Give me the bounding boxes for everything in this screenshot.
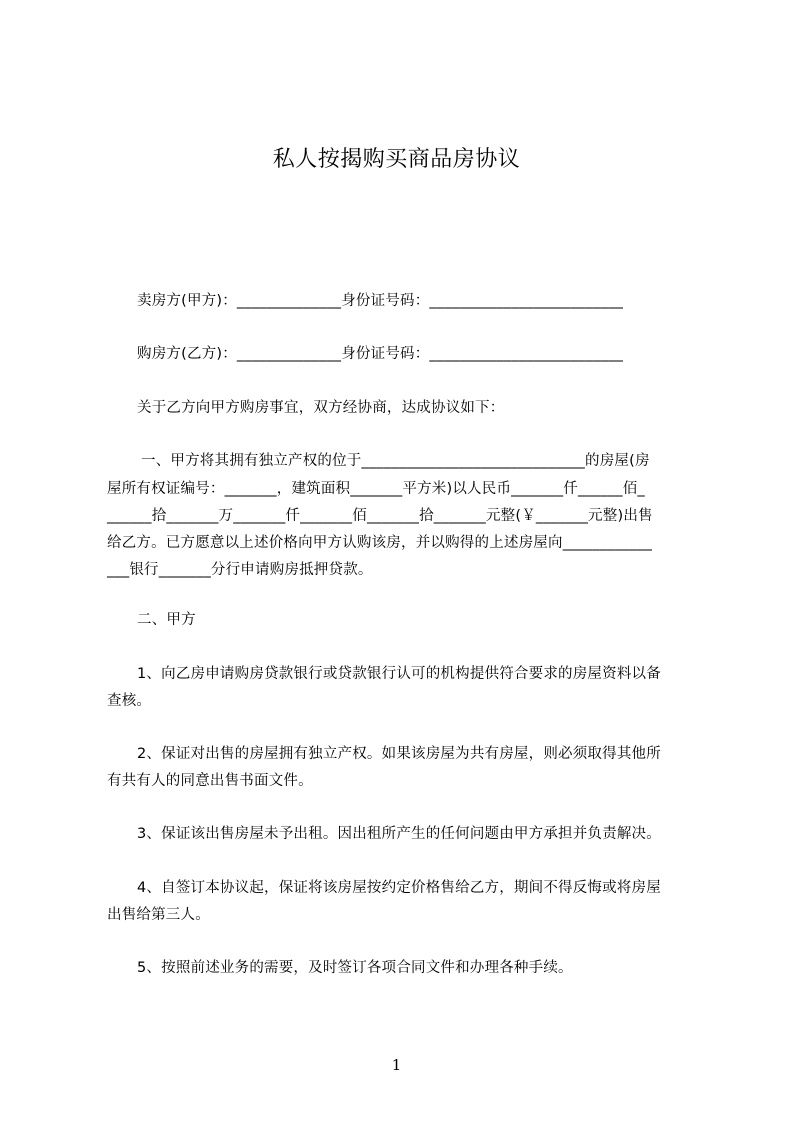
clause1-line-1: 一、甲方将其拥有独立产权的位于______________________________的房屋(房: [141, 453, 650, 469]
item2-line-1: 2、保证对出售的房屋拥有独立产权。如果该房屋为共有房屋，则必须取得其他所: [137, 746, 661, 762]
document-title: 私人按揭购买商品房协议: [272, 147, 521, 172]
item4-line-2: 出售给第三人。: [107, 907, 210, 923]
intro-paragraph: 关于乙方向甲方购房事宜，双方经协商，达成协议如下：: [137, 400, 505, 416]
item4-line-1: 4、自签订本协议起，保证将该房屋按约定价格售给乙方，期间不得反悔或将房屋: [137, 880, 661, 896]
item1-line-1: 1、向乙房申请购房贷款银行或贷款银行认可的机构提供符合要求的房屋资料以备: [137, 666, 661, 682]
section2-heading: 二、甲方: [137, 612, 196, 628]
item2-line-2: 有共有人的同意出售书面文件。: [107, 773, 313, 789]
clause1-line-5: ___银行_______分行申请购房抵押贷款。: [107, 562, 373, 578]
clause1-line-3: ______拾_______万_______仟_______佰_______拾_______元整(￥_______元整)出售: [107, 508, 653, 524]
item3-line: 3、保证该出售房屋未予出租。因出租所产生的任何问题由甲方承担并负责解决。: [137, 826, 661, 842]
item1-line-2: 查核。: [107, 693, 152, 709]
clause1-line-4: 给乙方。已方愿意以上述价格向甲方认购该房，并以购得的上述房屋向____________: [107, 535, 653, 551]
seller-line: 卖房方(甲方)：______________身份证号码：__________________________: [137, 293, 624, 309]
item5-line: 5、按照前述业务的需要，及时签订各项合同文件和办理各种手续。: [137, 960, 573, 976]
page-number: 1: [391, 1056, 402, 1074]
clause1-line-2: 屋所有权证编号：_______，建筑面积_______平方米)以人民币_______仟______佰_: [107, 481, 645, 497]
buyer-line: 购房方(乙方)：______________身份证号码：__________________________: [137, 346, 624, 362]
